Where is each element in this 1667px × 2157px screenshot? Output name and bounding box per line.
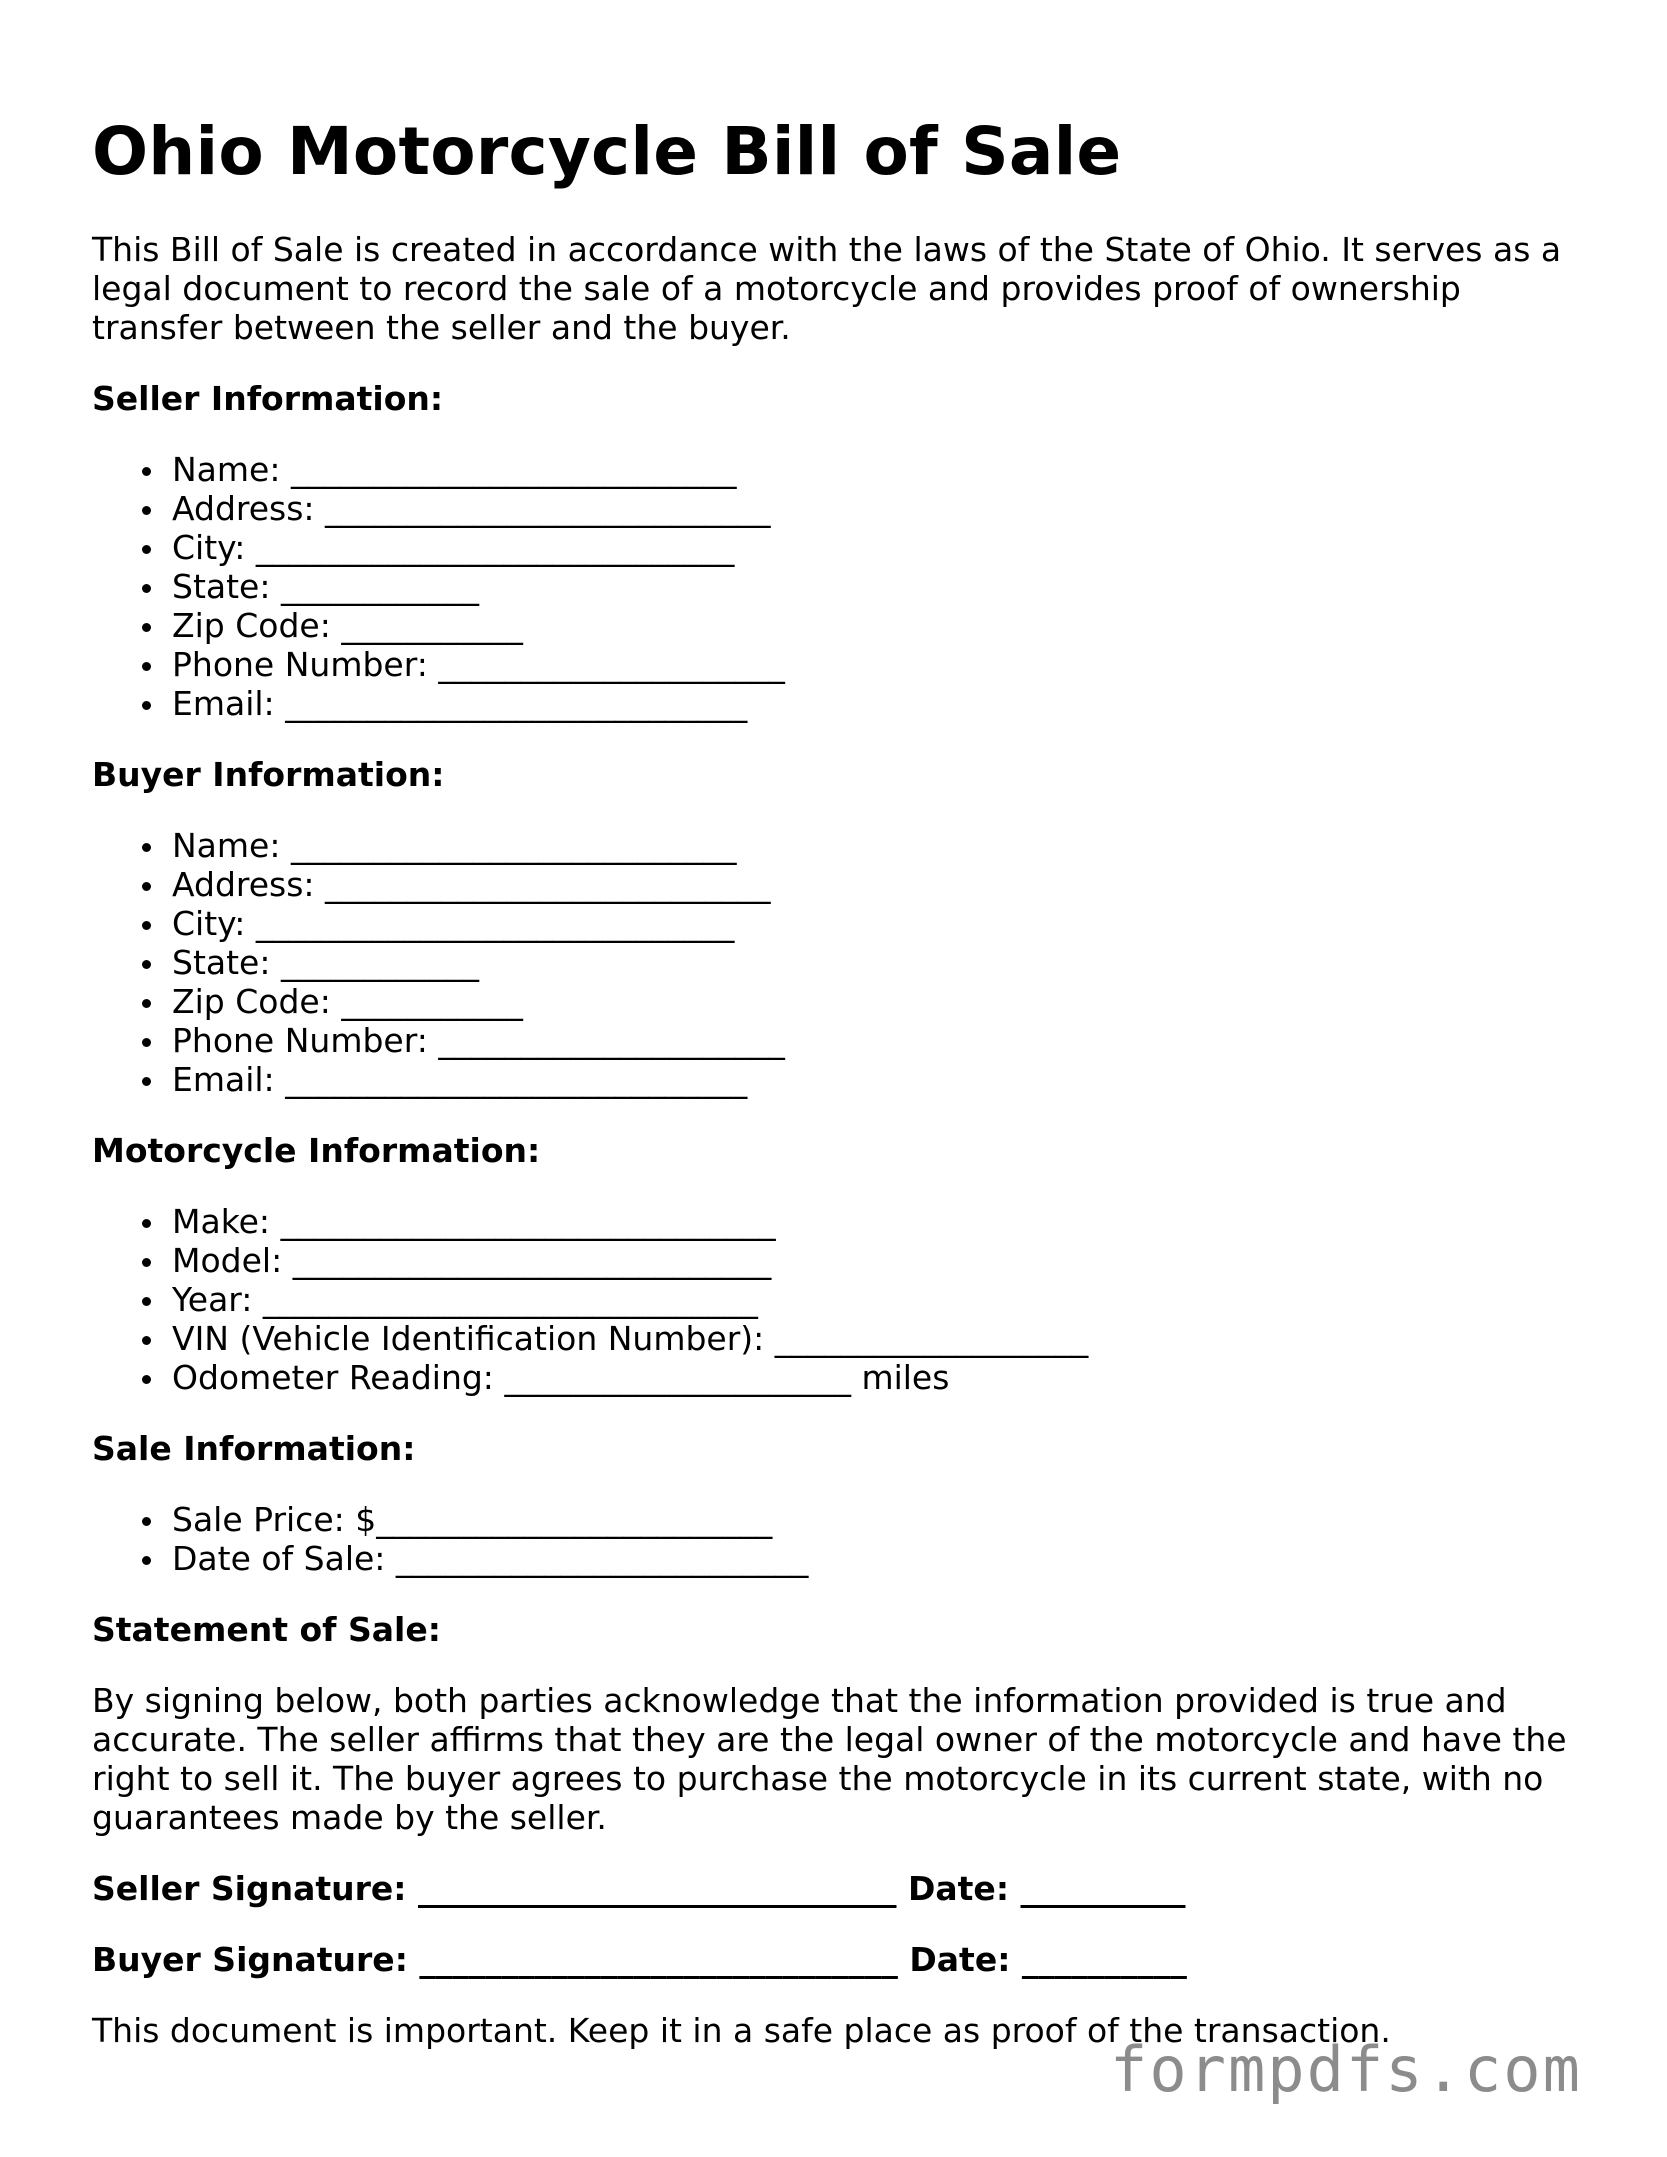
buyer-city-field: City: _____________________________	[172, 904, 1572, 943]
motorcycle-make-field: Make: ______________________________	[172, 1202, 1572, 1241]
buyer-date-label: Date:	[909, 1940, 1011, 1979]
seller-field-list	[92, 450, 1572, 723]
buyer-city-blank[interactable]: _____________________________	[255, 904, 735, 943]
buyer-email-field: Email: ____________________________	[172, 1060, 1572, 1099]
motorcycle-model-field: Model: _____________________________	[172, 1241, 1572, 1280]
buyer-zip-field: Zip Code: ___________	[172, 982, 1572, 1021]
buyer-phone-blank[interactable]: _____________________	[438, 1021, 785, 1060]
sale-field-list	[92, 1500, 1572, 1578]
motorcycle-year-field: Year: ______________________________	[172, 1280, 1572, 1319]
sale-heading: Sale Information:	[92, 1429, 416, 1468]
seller-email-blank[interactable]: ____________________________	[285, 684, 748, 723]
buyer-signature-label: Buyer Signature:	[92, 1940, 408, 1979]
document-page	[92, 112, 1572, 2050]
buyer-state-blank[interactable]: ____________	[280, 943, 479, 982]
motorcycle-heading: Motorcycle Information:	[92, 1131, 541, 1170]
motorcycle-vin-field: VIN (Vehicle Identification Number): ___________________	[172, 1319, 1572, 1358]
sale-date-blank[interactable]: _________________________	[395, 1539, 809, 1578]
buyer-address-field: Address: ___________________________	[172, 865, 1572, 904]
buyer-phone-field: Phone Number: _____________________	[172, 1021, 1572, 1060]
motorcycle-odometer-field: Odometer Reading: _____________________ miles	[172, 1358, 1572, 1397]
buyer-date-blank[interactable]: __________	[1021, 1940, 1187, 1979]
seller-date-blank[interactable]: __________	[1020, 1869, 1186, 1908]
buyer-state-field: State: ____________	[172, 943, 1572, 982]
seller-name-field: Name: ___________________________	[172, 450, 1572, 489]
sale-price-blank[interactable]: ________________________	[376, 1500, 773, 1539]
odometer-unit: miles	[861, 1358, 950, 1397]
seller-state-blank[interactable]: ____________	[280, 567, 479, 606]
buyer-signature-blank[interactable]: _____________________________	[419, 1940, 898, 1979]
motorcycle-model-blank[interactable]: _____________________________	[292, 1241, 772, 1280]
document-title: Ohio Motorcycle Bill of Sale	[92, 113, 1122, 190]
buyer-heading: Buyer Information:	[92, 755, 445, 794]
seller-date-label: Date:	[908, 1869, 1010, 1908]
seller-phone-blank[interactable]: _____________________	[438, 645, 785, 684]
buyer-email-blank[interactable]: ____________________________	[285, 1060, 748, 1099]
watermark-logo: formpdfs.com	[1110, 2033, 1582, 2106]
buyer-signature-line	[92, 1940, 1572, 1979]
seller-signature-blank[interactable]: _____________________________	[418, 1869, 897, 1908]
statement-heading: Statement of Sale:	[92, 1610, 441, 1649]
seller-zip-field: Zip Code: ___________	[172, 606, 1572, 645]
motorcycle-field-list	[92, 1202, 1572, 1397]
buyer-field-list	[92, 826, 1572, 1099]
motorcycle-vin-blank[interactable]: ___________________	[774, 1319, 1089, 1358]
closing-note: This document is important. Keep it in a safe place as proof of the transaction.	[92, 2011, 1391, 2050]
buyer-name-field: Name: ___________________________	[172, 826, 1572, 865]
seller-email-field: Email: ____________________________	[172, 684, 1572, 723]
buyer-address-blank[interactable]: ___________________________	[325, 865, 771, 904]
sale-price-field: Sale Price: $________________________	[172, 1500, 1572, 1539]
buyer-name-blank[interactable]: ___________________________	[290, 826, 737, 865]
seller-phone-field: Phone Number: _____________________	[172, 645, 1572, 684]
seller-city-field: City: _____________________________	[172, 528, 1572, 567]
statement-paragraph: By signing below, both parties acknowledge that the information provided is true and accurate. The seller affirms that they are the legal owner of the motorcycle and have the right to sell it. The buyer agrees to purchase the motorcycle in its current state, with no guarantees made by the seller.	[92, 1681, 1567, 1837]
sale-date-field: Date of Sale: _________________________	[172, 1539, 1572, 1578]
motorcycle-odometer-blank[interactable]: _____________________	[504, 1358, 851, 1397]
buyer-zip-blank[interactable]: ___________	[341, 982, 523, 1021]
motorcycle-make-blank[interactable]: ______________________________	[280, 1202, 776, 1241]
seller-zip-blank[interactable]: ___________	[341, 606, 523, 645]
seller-city-blank[interactable]: _____________________________	[255, 528, 735, 567]
intro-paragraph: This Bill of Sale is created in accordance with the laws of the State of Ohio. It serves as a legal document to record the sale of a motorcycle and provides proof of ownership transfer between the seller and the buyer.	[92, 230, 1562, 347]
seller-heading: Seller Information:	[92, 379, 444, 418]
seller-state-field: State: ____________	[172, 567, 1572, 606]
seller-address-blank[interactable]: ___________________________	[325, 489, 771, 528]
motorcycle-year-blank[interactable]: ______________________________	[262, 1280, 758, 1319]
seller-name-blank[interactable]: ___________________________	[290, 450, 737, 489]
seller-signature-line	[92, 1869, 1572, 1908]
seller-signature-label: Seller Signature:	[92, 1869, 407, 1908]
seller-address-field: Address: ___________________________	[172, 489, 1572, 528]
